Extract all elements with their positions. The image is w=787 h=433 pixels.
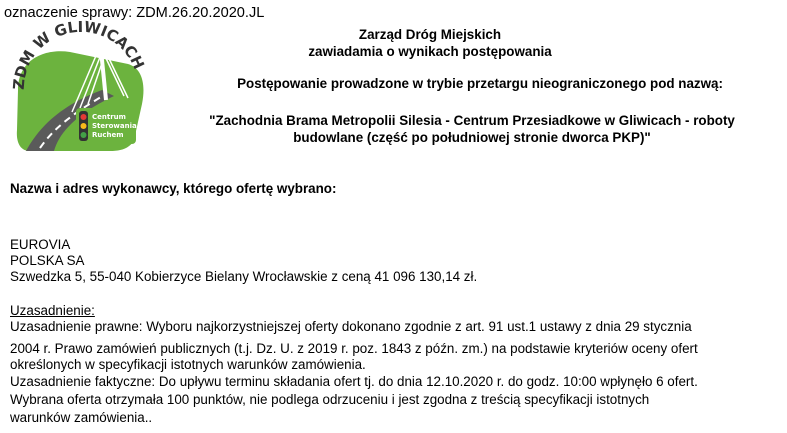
contractor-heading: Nazwa i adres wykonawcy, którego ofertę wybrano: bbox=[10, 181, 337, 196]
logo-badge-line-3: Ruchem bbox=[92, 131, 124, 139]
tender-title-line-2: budowlane (część po południowej stronie dworca PKP)" bbox=[293, 130, 651, 145]
logo-badge-line-1: Centrum bbox=[92, 113, 126, 121]
justification-line: warunków zamówienia.. bbox=[10, 410, 153, 425]
justification-line: określonych w specyfikacji istotnych warunków zamówienia. bbox=[10, 357, 366, 372]
logo-badge-line-2: Sterowania bbox=[92, 122, 137, 130]
case-reference: oznaczenie sprawy: ZDM.26.20.2020.JL bbox=[4, 5, 265, 21]
justification-line: Uzasadnienie prawne: Wyboru najkorzystniejszej oferty dokonano zgodnie z art. 91 ust.1 ustawy z dnia 29 stycznia bbox=[10, 319, 692, 334]
contractor-name-line-2: POLSKA SA bbox=[10, 253, 85, 268]
justification-line: Wybrana oferta otrzymała 100 punktów, nie podlega odrzuceniu i jest zgodna z treścią specyfikacji istotnych bbox=[10, 392, 650, 407]
justification-line: 2004 r. Prawo zamówień publicznych (t.j. Dz. U. z 2019 r. poz. 1843 z późn. zm.) na podstawie kryteriów oceny ofert bbox=[10, 341, 698, 356]
logo-arc-text: ZDM W GLIWICACH bbox=[10, 20, 148, 91]
procedure-description: Postępowanie prowadzone w trybie przetargu nieograniczonego pod nazwą: bbox=[237, 76, 723, 91]
organization-name: Zarząd Dróg Miejskich bbox=[358, 27, 502, 42]
traffic-light-green bbox=[81, 132, 87, 138]
tender-title-line-1: "Zachodnia Brama Metropolii Silesia - Centrum Przesiadkowe w Gliwicach - roboty bbox=[209, 113, 735, 128]
traffic-light-red bbox=[81, 114, 87, 120]
traffic-light-yellow bbox=[81, 123, 87, 129]
contractor-address-price: Szwedzka 5, 55-040 Kobierzyce Bielany Wrocławskie z ceną 41 096 130,14 zł. bbox=[10, 269, 478, 284]
justification-line: Uzasadnienie faktyczne: Do upływu terminu składania ofert tj. do dnia 12.10.2020 r. do godz. 10:00 wpłynęło 6 ofert. bbox=[10, 374, 698, 389]
notice-title: zawiadamia o wynikach postępowania bbox=[308, 44, 552, 59]
contractor-name-line-1: EUROVIA bbox=[10, 237, 71, 252]
justification-heading: Uzasadnienie: bbox=[10, 303, 95, 318]
zdm-logo bbox=[10, 20, 152, 152]
